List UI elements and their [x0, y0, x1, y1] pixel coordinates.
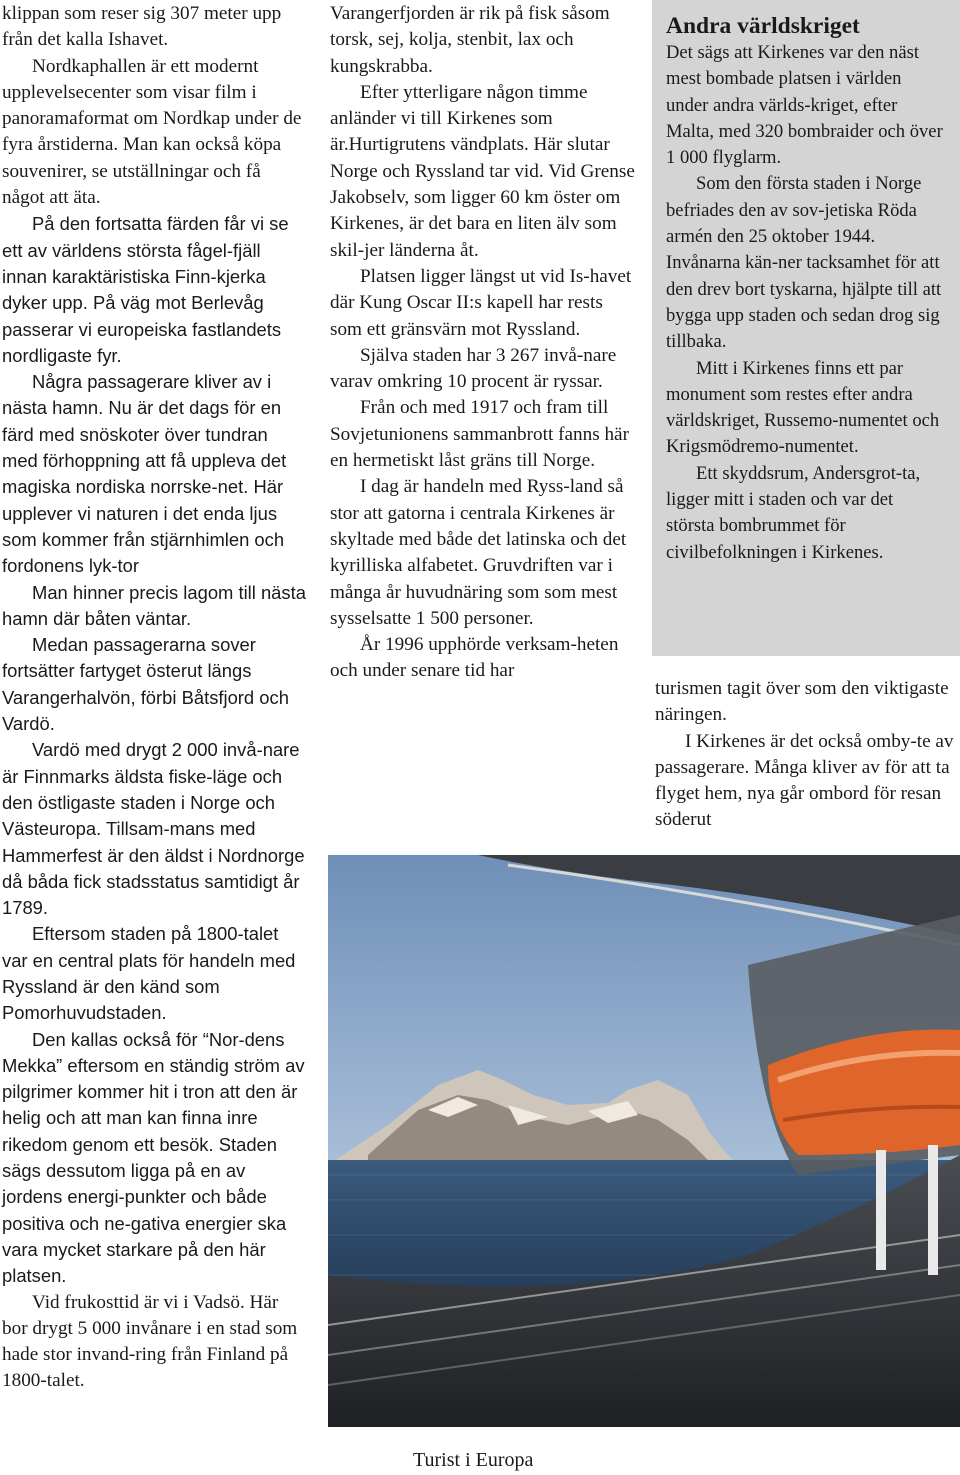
- paragraph: Vid frukosttid är vi i Vadsö. Här bor drygt 5 000 invånare i en stad som hade stor invand-ring från Finland på 1800-talet.: [2, 1291, 298, 1392]
- paragraph: Den kallas också för “Nor-dens Mekka” eftersom en ständig ström av pilgrimer kommer hit i tron att den är helig och att man kan finna inre rikedom genom ett besök. Staden sägs dessutom ligga på en av jordens energi-punkter och både positiva och ne-gativa energier ska vara mycket starkare på den här platsen.: [2, 1028, 305, 1287]
- paragraph: turismen tagit över som den viktigaste näringen.: [655, 678, 949, 726]
- paragraph: Medan passagerarna sover fortsätter fartyget österut längs Varangerhalvön, förbi Båtsfjord och Vardö.: [2, 634, 289, 735]
- paragraph: Själva staden har 3 267 invå-nare varav omkring 10 procent är ryssar.: [330, 344, 617, 393]
- paragraph: Efter ytterligare någon timme anländer vi till Kirkenes som är.Hurtigrutens vändplats. Här slutar Norge och Ryssland tar vid. Vid Grense Jakobselv, som ligger 60 km öster om Kirkenes, är det bara en liten älv som skil-jer länderna åt.: [330, 81, 635, 261]
- paragraph: I Kirkenes är det också omby-te av passagerare. Många kliver av för att ta flyget hem, nya går ombord för resan söderut: [655, 730, 954, 831]
- paragraph: I dag är handeln med Ryss-land så stor att gatorna i centrala Kirkenes är skyltade med både det latinska och det kyrilliska alfabetet. Gruvdriften var i många år huvudnäring som som mest sysselsatte 1 500 personer.: [330, 476, 627, 629]
- paragraph: På den fortsatta färden får vi se ett av världens största fågel-fjäll innan karaktäristiska Finn-kjerka dyker upp. På väg mot Berlevåg passerar vi europeiska fastlandets nordligaste fyr.: [2, 213, 289, 366]
- article-column-2: [330, 1, 635, 685]
- paragraph: År 1996 upphörde verksam-heten och under senare tid har: [330, 634, 619, 682]
- paragraph: Eftersom staden på 1800-talet var en central plats för handeln med Ryssland är den känd som Pomorhuvudstaden.: [2, 923, 296, 1024]
- paragraph: Det sägs att Kirkenes var den näst mest bombade platsen i världen under andra världs-kriget, efter Malta, med 320 bombraider och över 1 000 flyglarm.: [666, 42, 943, 169]
- sidebar-title: Andra världskriget: [666, 13, 860, 39]
- paragraph: Mitt i Kirkenes finns ett par monument som restes efter andra världskriget, Russemo-numentet och Krigsmödremo-numentet.: [666, 357, 940, 458]
- paragraph: Vardö med drygt 2 000 invå-nare är Finnmarks äldsta fiske-läge och den östligaste staden i Norge och Västeuropa. Tillsam-mans med Hammerfest är den äldst i Nordnorge då båda fick stadsstatus samtidigt år 1789.: [2, 739, 305, 919]
- photo-illustration: [328, 855, 960, 1427]
- sidebar-text: [666, 40, 946, 566]
- paragraph: Nordkaphallen är ett modernt upplevelsecenter som visar film i panoramaformat om Nordkap under de fyra årstiderna. Man kan också köpa souvenirer, se utställningar och få något att äta.: [2, 55, 302, 209]
- page-footer: Turist i Europa: [413, 1449, 534, 1471]
- paragraph: Ett skyddsrum, Andersgrot-ta, ligger mitt i staden och var det största bombrummet för civilbefolkningen i Kirkenes.: [666, 462, 921, 563]
- paragraph: Platsen ligger längst ut vid Is-havet där Kung Oscar II:s kapell har rests som ett gränsvärn mot Ryssland.: [330, 265, 632, 340]
- ship-deck-photo: [328, 855, 960, 1427]
- paragraph: klippan som reser sig 307 meter upp från det kalla Ishavet.: [2, 3, 282, 51]
- paragraph: Några passagerare kliver av i nästa hamn. Nu är det dags för en färd med snöskoter över tundran med förhoppning att få uppleva det magiska nordiska norrske-net. Här upplever vi naturen i det enda ljus som kommer från stjärnhimlen och fordonens lyk-tor: [2, 371, 287, 577]
- paragraph: Man hinner precis lagom till nästa hamn där båten väntar.: [2, 581, 306, 629]
- paragraph: Som den första staden i Norge befriades den av sov-jetiska Röda armén den 25 oktober 1944. Invånarna kän-ner tacksamhet för att den drev bort tyskarna, hjälpte till att bygga upp staden och sedan drog sig tillbaka.: [666, 173, 942, 353]
- sidebar-box: [652, 0, 960, 656]
- article-column-3: [655, 676, 955, 834]
- paragraph: Varangerfjorden är rik på fisk såsom torsk, sej, kolja, stenbit, lax och kungskrabba.: [330, 3, 610, 77]
- article-column-1: [2, 1, 307, 1395]
- paragraph: Från och med 1917 och fram till Sovjetunionens sammanbrott fanns här en hermetiskt låst gräns till Norge.: [330, 397, 629, 472]
